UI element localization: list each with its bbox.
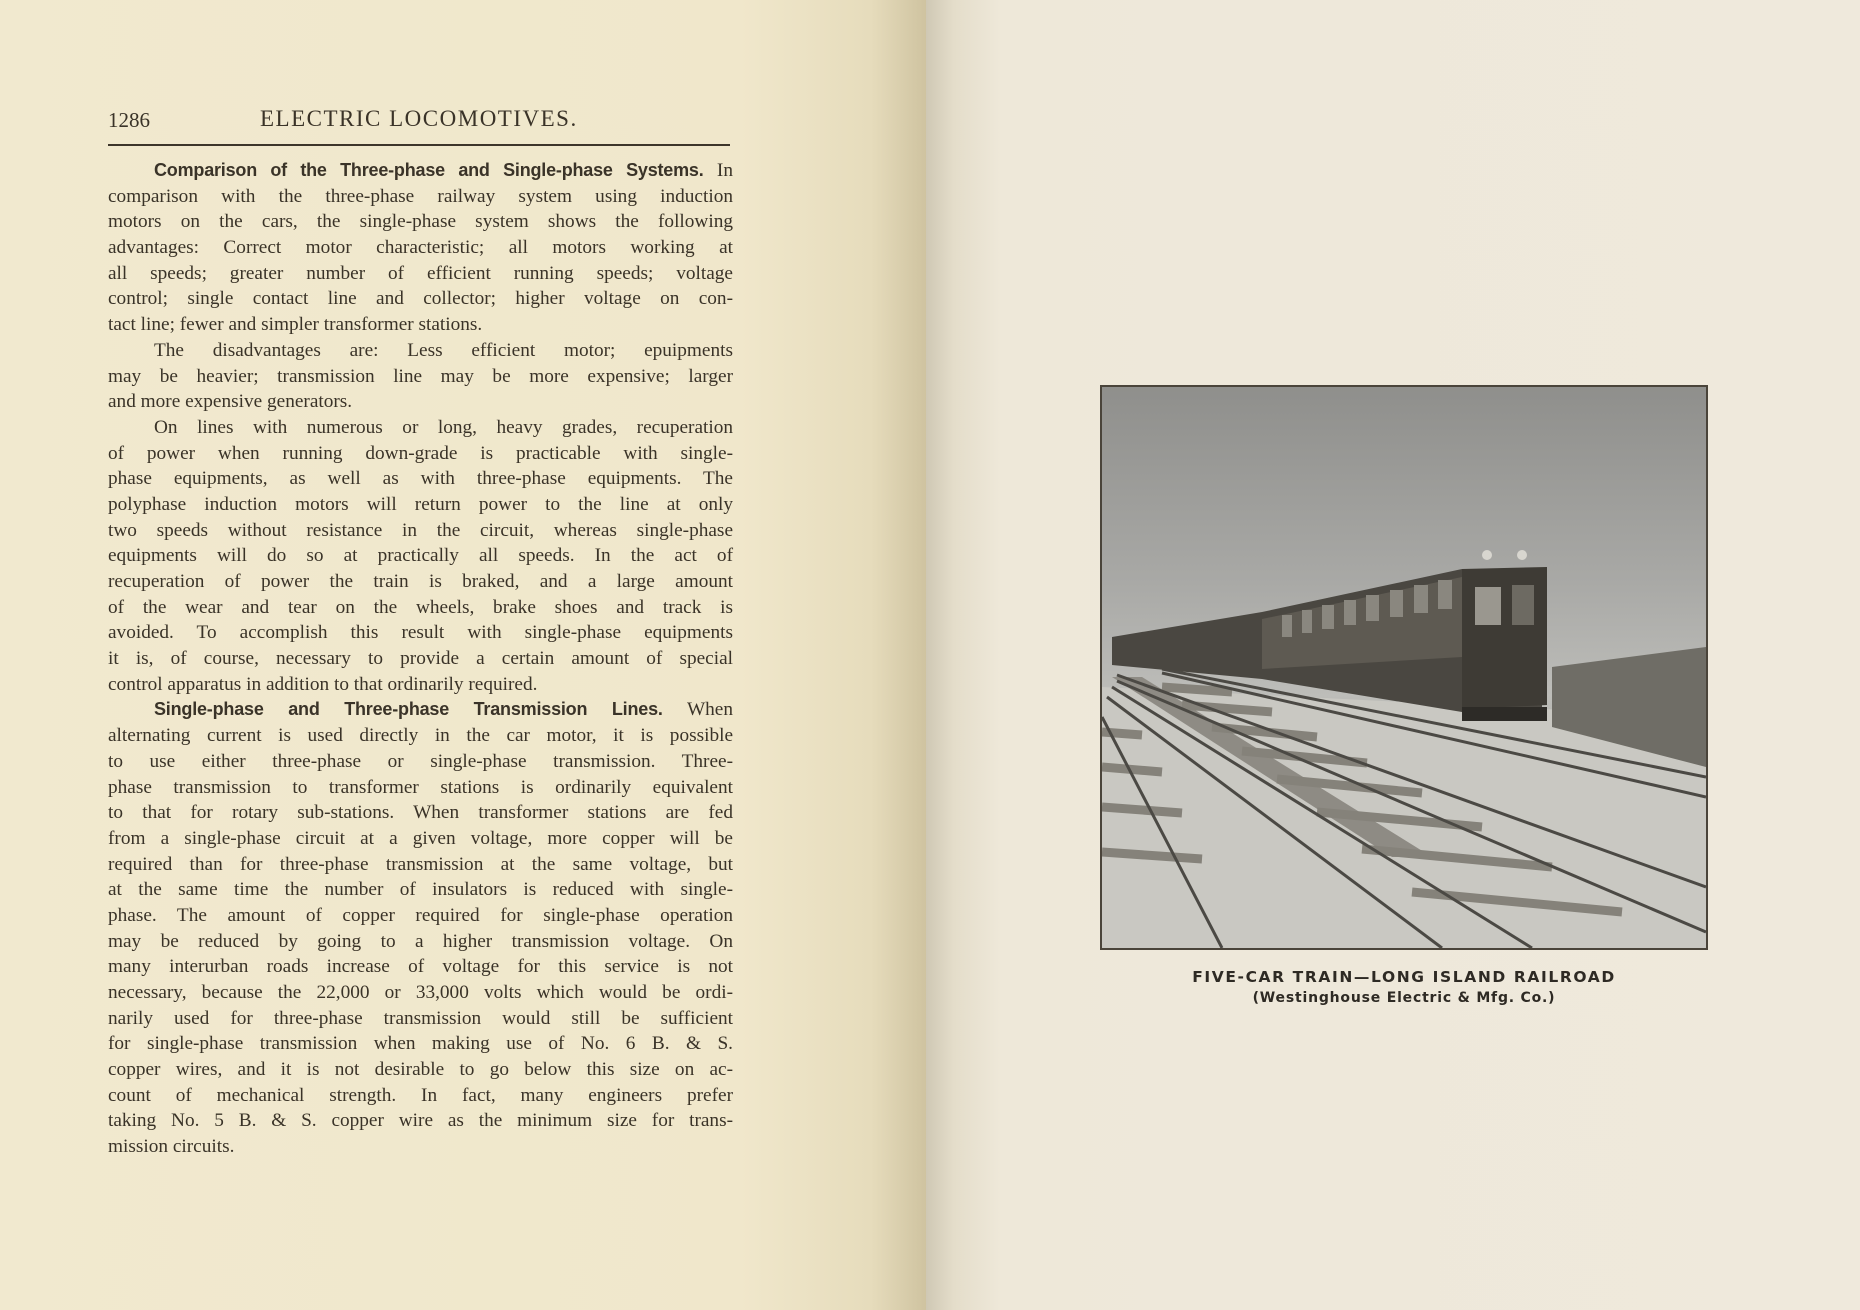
text-line	[108, 286, 733, 312]
text-line	[108, 1031, 733, 1057]
line-text: motors on the cars, the single-phase system shows the following	[108, 211, 733, 233]
text-line	[108, 158, 733, 184]
line-text: of the wear and tear on the wheels, brake shoes and track is	[108, 596, 733, 618]
line-text: control apparatus in addition to that ordinarily required.	[108, 673, 538, 695]
line-text: The disadvantages are: Less efficient motor; epuipments	[154, 339, 733, 361]
line-text: On lines with numerous or long, heavy grades, recuperation	[154, 416, 733, 438]
line-text: to that for rotary sub-stations. When transformer stations are fed	[108, 802, 733, 824]
section-heading: Comparison of the Three-phase and Single-phase Systems.	[154, 160, 704, 180]
line-text: all speeds; greater number of efficient running speeds; voltage	[108, 262, 733, 284]
text-line	[108, 877, 733, 903]
line-text: at the same time the number of insulators is reduced with single-	[108, 879, 733, 901]
text-line	[108, 235, 733, 261]
running-head-title: ELECTRIC LOCOMOTIVES.	[260, 106, 578, 131]
text-line	[108, 1006, 733, 1032]
text-line	[108, 646, 733, 672]
line-text: many interurban roads increase of voltage for this service is not	[108, 956, 733, 978]
line-text: may be reduced by going to a higher transmission voltage. On	[108, 930, 733, 952]
line-text: phase. The amount of copper required for single-phase operation	[108, 904, 733, 926]
line-text: When	[662, 699, 733, 721]
text-line	[108, 441, 733, 467]
text-line	[108, 723, 733, 749]
line-text: necessary, because the 22,000 or 33,000 volts which would be ordi-	[108, 982, 733, 1003]
figure-caption	[1100, 968, 1708, 1006]
page-number: 1286	[108, 108, 150, 132]
text-line	[108, 338, 733, 364]
line-text: taking No. 5 B. & S. copper wire as the minimum size for trans-	[108, 1110, 733, 1132]
line-text: required than for three-phase transmission at the same voltage, but	[108, 853, 733, 875]
text-line	[108, 569, 733, 595]
line-text: to use either three-phase or single-phase transmission. Three-	[108, 750, 733, 772]
text-line	[108, 389, 733, 415]
text-line	[108, 775, 733, 801]
text-line	[108, 261, 733, 287]
line-text: mission circuits.	[108, 1136, 235, 1158]
text-line	[108, 492, 733, 518]
line-text: polyphase induction motors will return power to the line at only	[108, 493, 733, 515]
text-line	[108, 1057, 733, 1083]
running-head	[108, 106, 733, 136]
text-line	[108, 903, 733, 929]
text-line	[108, 954, 733, 980]
line-text: tact line; fewer and simpler transformer stations.	[108, 314, 483, 336]
line-text: equipments will do so at practically all speeds. In the act of	[108, 545, 733, 567]
line-text: and more expensive generators.	[108, 391, 353, 413]
line-text: may be heavier; transmission line may be more expensive; larger	[108, 365, 733, 387]
text-line	[108, 415, 733, 441]
text-line	[108, 620, 733, 646]
text-line	[108, 312, 733, 338]
train-photograph	[1100, 385, 1708, 950]
text-line	[108, 595, 733, 621]
text-line	[108, 466, 733, 492]
line-text: of power when running down-grade is practicable with single-	[108, 442, 733, 464]
text-line	[108, 209, 733, 235]
line-text: narily used for three-phase transmission would still be sufficient	[108, 1007, 733, 1029]
line-text: phase transmission to transformer stations is ordinarily equivalent	[108, 776, 733, 798]
line-text: for single-phase transmission when making use of No. 6 B. & S.	[108, 1033, 733, 1055]
line-text: copper wires, and it is not desirable to go below this size on ac-	[108, 1059, 733, 1081]
line-text: it is, of course, necessary to provide a certain amount of special	[108, 648, 733, 670]
text-line	[108, 1083, 733, 1109]
line-text: comparison with the three-phase railway system using induction	[108, 185, 733, 207]
text-line	[108, 672, 733, 698]
text-line	[108, 980, 733, 1006]
text-line	[108, 749, 733, 775]
line-text: avoided. To accomplish this result with single-phase equipments	[108, 622, 733, 644]
line-text: count of mechanical strength. In fact, many engineers prefer	[108, 1084, 733, 1106]
line-text: control; single contact line and collector; higher voltage on con-	[108, 288, 733, 310]
caption-credit: (Westinghouse Electric & Mfg. Co.)	[1252, 990, 1556, 1006]
caption-title: FIVE-CAR TRAIN—LONG ISLAND RAILROAD	[1192, 968, 1616, 986]
line-text: phase equipments, as well as with three-phase equipments. The	[108, 468, 733, 490]
line-text: two speeds without resistance in the circuit, whereas single-phase	[108, 519, 733, 541]
section-heading: Single-phase and Three-phase Transmission Lines.	[154, 699, 663, 720]
line-text: In	[703, 160, 733, 181]
line-text: advantages: Correct motor characteristic; all motors working at	[108, 237, 733, 259]
header-rule	[108, 144, 730, 146]
body-text	[108, 158, 733, 1160]
line-text: recuperation of power the train is braked, and a large amount	[108, 571, 733, 592]
text-line	[108, 1108, 733, 1134]
text-line	[108, 800, 733, 826]
text-line	[108, 929, 733, 955]
text-line	[108, 184, 733, 210]
left-page	[0, 0, 926, 1310]
text-line	[108, 543, 733, 569]
line-text: alternating current is used directly in the car motor, it is possible	[108, 725, 733, 747]
text-line	[108, 826, 733, 852]
text-line	[108, 697, 733, 723]
text-line	[108, 518, 733, 544]
line-text: from a single-phase circuit at a given voltage, more copper will be	[108, 827, 733, 849]
text-line	[108, 852, 733, 878]
text-line	[108, 1134, 733, 1160]
text-line	[108, 364, 733, 390]
